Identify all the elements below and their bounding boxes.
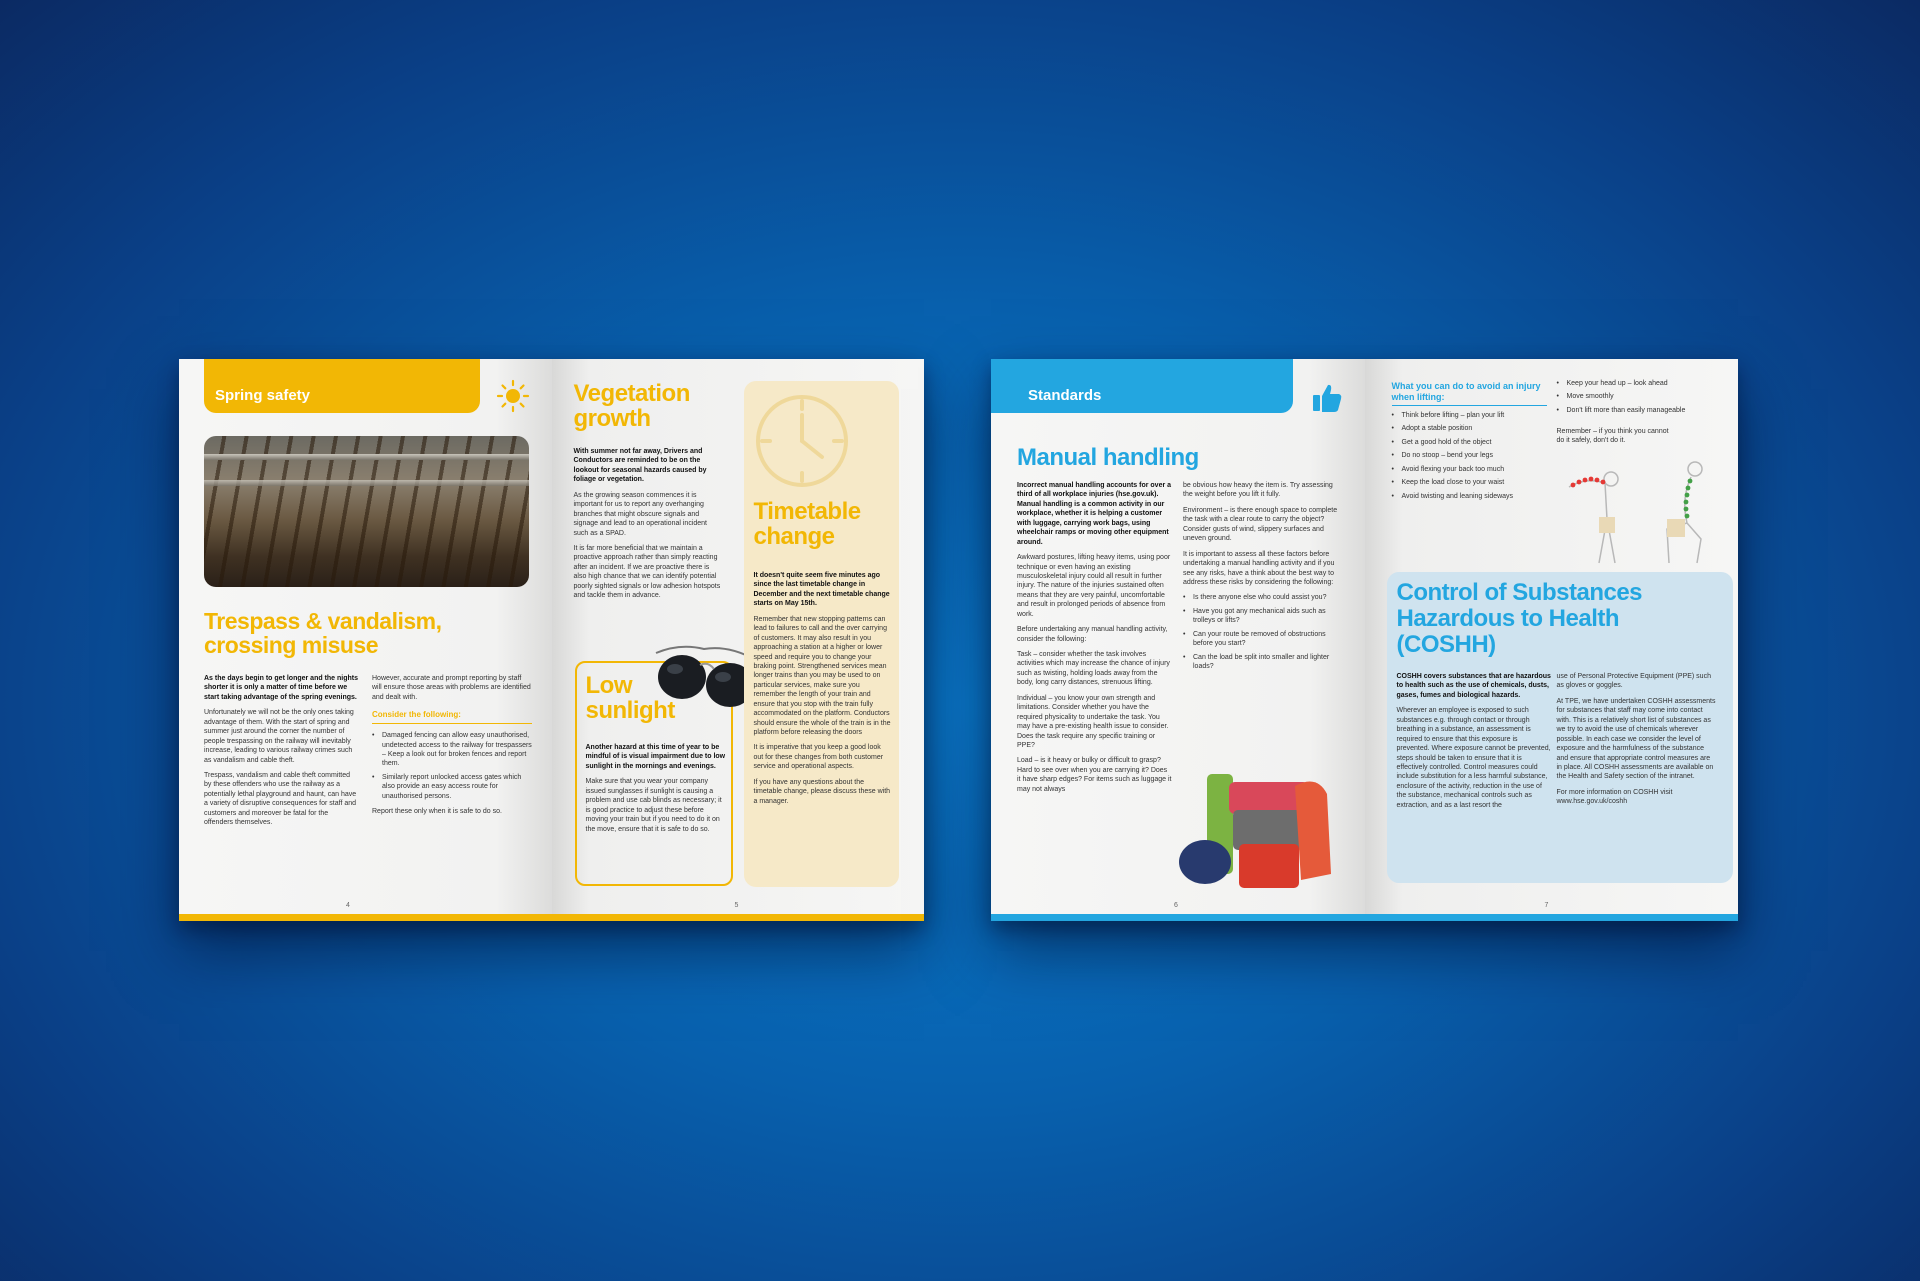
list-item: • Keep your head up – look ahead [1557, 379, 1727, 388]
coshh-right-column [1557, 672, 1717, 813]
list-item: • Avoid flexing your back too much [1392, 465, 1542, 474]
list-item: • Have you got any mechanical aids such as trolleys or lifts? [1183, 607, 1343, 626]
coshh-paragraph-3: At TPE, we have undertaken COSHH assessments for substances that staff may come into contact with. This is a relatively short list of substances as we try to avoid the use of chemicals wherever possible. In each case we consider the level of exposure and the harmfulness of the substance and ensure that appropriate control measures are in place. All COSHH assessments are available on the Health and Safety section of the intranet. [1556, 697, 1716, 781]
page-5 [552, 359, 925, 921]
list-item: • Think before lifting – plan your lift [1392, 411, 1542, 420]
timetable-paragraph-2: It is imperative that you keep a good look out for these changes from both customer service and operational aspects. [753, 744, 884, 771]
trespass-left-column [204, 674, 359, 834]
consider-list [372, 731, 532, 801]
vegetation-intro: With summer not far away, Drivers and Conductors are reminded to be on the lookout for seasonal hazards caused by foliage or vegetation. [573, 448, 707, 484]
low-sunlight-text [586, 743, 726, 840]
manual-handling-paragraph-c2-3: It is important to assess all these factors before undertaking a manual handling activity and if you see any risks, have a think about the best way to address these risks by considering the following: [1183, 550, 1335, 586]
manual-handling-right-column [1183, 481, 1343, 675]
section-tab [204, 359, 480, 413]
page-4 [179, 359, 552, 921]
page-number: 7 [1544, 902, 1549, 909]
timetable-intro: It doesn't quite seem five minutes ago since the last timetable change in December and the next timetable change starts on May 15th. [753, 572, 890, 608]
list-item: • Avoid twisting and leaning sideways [1392, 492, 1542, 501]
railway-track-photo [204, 436, 529, 587]
avoid-injury-heading: What you can do to avoid an injury when lifting: [1392, 381, 1547, 406]
list-item: • Keep the load close to your waist [1392, 478, 1542, 487]
manual-handling-environment: Environment – is there enough space to complete the task with a clear route to carry the object? Consider gusts of wind, slippery surfaces and uneven ground. [1183, 506, 1338, 543]
manual-handling-load: Load – is it heavy or bulky or difficult to grasp? Hard to see over when you are carrying it? Does it have sharp edges? For items such as luggage it may not always [1017, 757, 1172, 793]
manual-handling-paragraph-c2-1: be obvious how heavy the item is. Try assessing the weight before you lift it fully. [1183, 482, 1333, 499]
timetable-paragraph-1: Remember that new stopping patterns can lead to failures to call and the over carrying of customers. It may also result in you approaching a station at a higher or lower speed and require you to change your braking point. Strengthened services mean longer trains than you may be used to on particular services, make sure you remember the length of your train and ensure that you stop with the train fully accommodated on the platform. Conductors should ensure the whole of the train is in the platform before releasing the doors [753, 615, 891, 736]
vegetation-text [574, 447, 724, 607]
coshh-more-info: For more information on COSHH visit www.hse.gov.uk/coshh [1556, 788, 1673, 806]
page-number: 5 [734, 902, 739, 909]
section-tab-label: Spring safety [215, 387, 311, 404]
low-sunlight-paragraph: Make sure that you wear your company issued sunglasses if sunlight is causing a problem and use cab blinds as necessary; it is good practice to adjust these before moving your train but if you need to do it on the move, ensure that it is safe to do so. [585, 778, 722, 833]
vegetation-heading: Vegetation growth [573, 380, 690, 433]
lifting-posture-illustration [1555, 459, 1725, 569]
standards-spread [991, 359, 1738, 921]
trespass-intro: As the days begin to get longer and the nights shorter it is only a matter of time before we start taking advantage of the spring evenings. [204, 675, 359, 701]
timetable-heading: Timetable change [753, 498, 861, 551]
coshh-box [1387, 572, 1733, 883]
list-item: • Is there anyone else who could assist you? [1183, 593, 1343, 602]
timetable-paragraph-3: If you have any questions about the timetable change, please discuss these with a manager. [753, 778, 891, 805]
manual-handling-task: Task – consider whether the task involves activities which may increase the chance of injury such as twisting, holding loads away from the body, long carry distances, strenuous lifting. [1017, 651, 1170, 687]
manual-handling-individual: Individual – you know your own strength and limitations. Consider whether you have the required physicality to undertake the task. You may have a pre-existing health issue to consider. Does the task require any specific training or PPE? [1017, 694, 1169, 749]
trespass-paragraph-3: However, accurate and prompt reporting by staff will ensure those areas with problems are identified and dealt with. [372, 675, 531, 701]
trespass-right-column [372, 674, 532, 823]
coshh-left-column [1397, 672, 1552, 816]
list-item: • Can the load be split into smaller and lighter loads? [1183, 653, 1343, 672]
trespass-paragraph-2: Trespass, vandalism and cable theft committed by these offenders who use the railway as a potentially lethal playground and haunt, can have a variety of disruptive consequences for staff and customers and moreover be fatal for the offenders themselves. [204, 771, 357, 827]
sun-icon [496, 379, 530, 413]
luggage-photo [1177, 754, 1337, 894]
section-tab [991, 359, 1293, 413]
risk-questions-list [1183, 593, 1343, 671]
list-item: • Don't lift more than easily manageable [1557, 406, 1727, 415]
page-number: 6 [1174, 902, 1178, 909]
trespass-heading: Trespass & vandalism, crossing misuse [204, 608, 442, 659]
page-footer-bar [991, 914, 1738, 921]
page-number: 4 [346, 902, 350, 909]
low-sunlight-heading: Low sunlight [585, 672, 675, 725]
coshh-intro: COSHH covers substances that are hazardous to health such as the use of chemicals, dusts, gases, fumes and biological hazards. [1396, 673, 1551, 699]
vegetation-paragraph-1: As the growing season commences it is important for us to report any overhanging branches that might obscure signals and signage and lead to an operational incident such as a SPAD. [573, 491, 707, 537]
consider-heading: Consider the following: [372, 710, 532, 724]
report-note: Report these only when it is safe to do so. [372, 808, 502, 816]
page-6 [991, 359, 1365, 921]
section-tab-label: Standards [1028, 387, 1102, 404]
coshh-paragraph-2: use of Personal Protective Equipment (PPE) such as gloves or goggles. [1556, 673, 1711, 690]
manual-handling-heading: Manual handling [1017, 444, 1199, 471]
list-item: • Do no stoop – bend your legs [1392, 451, 1542, 460]
list-item: • Get a good hold of the object [1392, 438, 1542, 447]
list-item: • Can your route be removed of obstructions before you start? [1183, 630, 1343, 649]
vegetation-paragraph-2: It is far more beneficial that we maintain a proactive approach rather than simply reacting after an incident. If we are proactive there is also high chance that we can identify potential poorly sighted signals or low adhesion hotspots and tackle them in advance. [573, 544, 721, 600]
manual-handling-paragraph-2: Before undertaking any manual handling activity, consider the following: [1017, 626, 1168, 643]
list-item: • Similarly report unlocked access gates which also provide an easy access route for unauthorised persons. [372, 773, 532, 801]
remember-note: Remember – if you think you cannot do it safely, don't do it. [1556, 428, 1669, 445]
list-item: • Move smoothly [1557, 392, 1727, 401]
coshh-paragraph-1: Wherever an employee is exposed to such substances e.g. through contact or through breathing in a substance, an assessment is required to ensure that this exposure is prevented. Where exposure cannot be prevented, steps should be taken to ensure that it is effectively controlled. Control measures could include substitution for a less harmful substance, enclosure of the activity, reduction in the use of the substance, mechanical controls such as extraction, and as a last resort the [1396, 707, 1551, 809]
page-footer-bar [179, 914, 924, 921]
clock-icon [752, 391, 852, 491]
lifting-tips-list [1557, 379, 1727, 419]
manual-handling-intro: Incorrect manual handling accounts for over a third of all workplace injuries (hse.gov.uk). Manual handling is a common activity in our workplace, whether it is helping a customer with luggage, carrying work bags, using wheelchair ramps or moving other equipment around. [1017, 482, 1172, 546]
list-item: • Damaged fencing can allow easy unauthorised, undetected access to the railway for trespassers – Keep a look out for broken fences and report them. [372, 731, 532, 769]
list-item: • Adopt a stable position [1392, 424, 1542, 433]
avoid-injury-list [1392, 411, 1542, 505]
low-sunlight-intro: Another hazard at this time of year to be mindful of is visual impairment due to low sunlight in the mornings and evenings. [585, 744, 726, 770]
page-7 [1365, 359, 1739, 921]
timetable-text [754, 571, 892, 812]
coshh-heading: Control of Substances Hazardous to Health (COSHH) [1396, 579, 1643, 658]
manual-handling-left-column [1017, 481, 1172, 800]
spring-safety-spread [179, 359, 924, 921]
trespass-paragraph-1: Unfortunately we will not be the only ones taking advantage of them. With the start of spring and summer just around the corner the number of people trespassing on the railway will inevitably increase, leading to various railway crimes such as vandalism and cable theft. [204, 709, 354, 764]
manual-handling-paragraph-1: Awkward postures, lifting heavy items, using poor technique or even having an existing musculoskeletal injury could all result in further injury. The nature of the injuries sustained often means that they are very painful, uncomfortable and result in prolonged periods of absence from work. [1017, 554, 1171, 618]
timetable-box [744, 381, 899, 887]
thumbs-up-icon [1310, 381, 1344, 415]
